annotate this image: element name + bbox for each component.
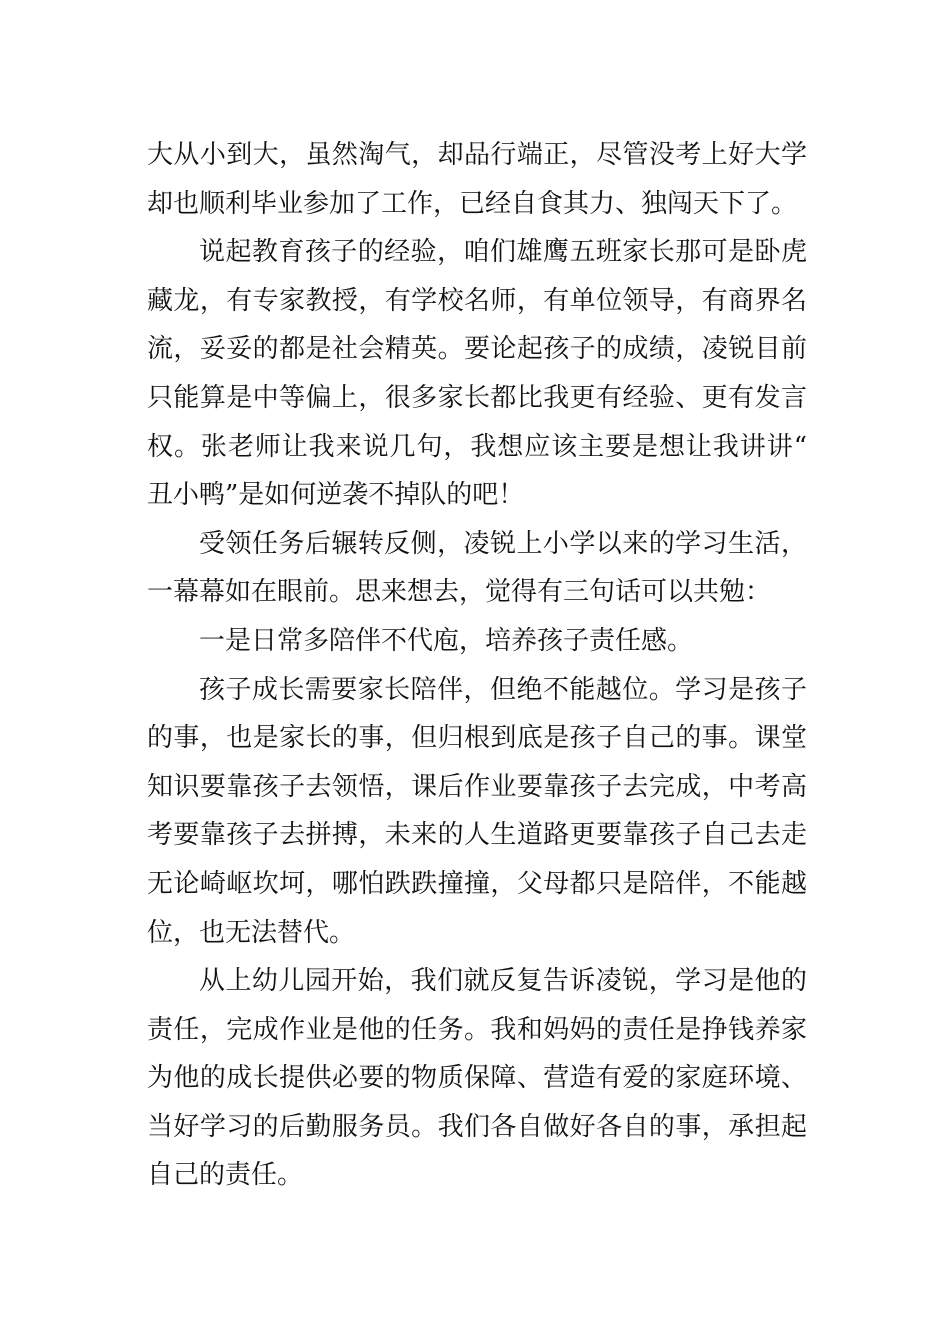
- document-body: [147, 131, 807, 1200]
- paragraph-6: 从上幼儿园开始，我们就反复告诉凌锐，学习是他的责任，完成作业是他的任务。我和妈妈的责任是挣钱养家为他的成长提供必要的物质保障、营造有爱的家庭环境、当好学习的后勤服务员。我们各自做好各自的事，承担起自己的责任。: [147, 966, 807, 1191]
- paragraph-5: 孩子成长需要家长陪伴，但绝不能越位。学习是孩子的事，也是家长的事，但归根到底是孩子自己的事。课堂知识要靠孩子去领悟，课后作业要靠孩子去完成，中考高考要靠孩子去拼搏，未来的人生道路更要靠孩子自己去走无论崎岖坎坷，哪怕跌跌撞撞，父母都只是陪伴，不能越位，也无法替代。: [147, 674, 807, 948]
- paragraph-3: 受领任务后辗转反侧，凌锐上小学以来的学习生活，一幕幕如在眼前。思来想去，觉得有三句话可以共勉：: [147, 528, 807, 608]
- paragraph-4: 一是日常多陪伴不代庖，培养孩子责任感。: [199, 625, 694, 656]
- paragraph-2: 说起教育孩子的经验，咱们雄鹰五班家长那可是卧虎藏龙，有专家教授，有学校名师，有单位领导，有商界名流，妥妥的都是社会精英。要论起孩子的成绩，凌锐目前只能算是中等偏上，很多家长都比我更有经验、更有发言权。张老师让我来说几句，我想应该主要是想让我讲讲“丑小鸭”是如何逆袭不掉队的吧！: [147, 237, 807, 511]
- paragraph-1: 大从小到大，虽然淘气，却品行端正，尽管没考上好大学却也顺利毕业参加了工作，已经自食其力、独闯天下了。: [147, 140, 807, 219]
